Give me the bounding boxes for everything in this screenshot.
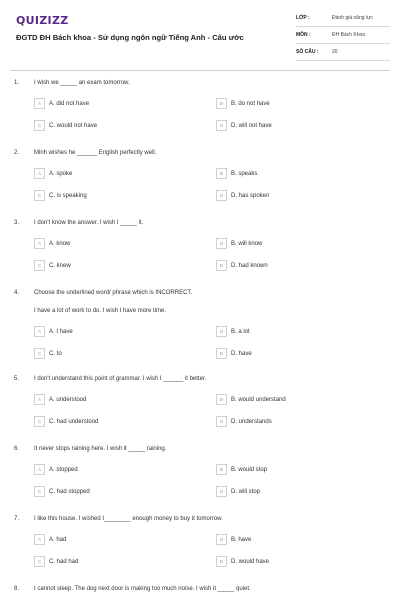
question-text: I cannot sleep. The dog next door is making too much noise. I wish it _____ quiet. [34, 586, 251, 592]
option-key-box: A [34, 464, 45, 475]
meta-row-count [296, 44, 390, 61]
question-text: Minh wishes he ______ English perfectly well. [34, 150, 157, 156]
option-key-box: B [216, 464, 227, 475]
option-key-box: B [216, 326, 227, 337]
option-b[interactable] [216, 168, 257, 179]
quizizz-logo: QUIZIZZ [16, 14, 69, 27]
option-text: B. will know [231, 240, 263, 247]
option-key-box: D [216, 556, 227, 567]
meta-row-subject [296, 27, 390, 44]
option-key-box: B [216, 238, 227, 249]
option-key-box: D [216, 486, 227, 497]
option-key-box: D [216, 348, 227, 359]
option-b[interactable] [216, 326, 250, 337]
option-text: B. a lot [231, 328, 250, 335]
option-key-box: D [216, 190, 227, 201]
option-c[interactable] [34, 260, 71, 271]
option-text: A. spoke [49, 170, 73, 177]
option-text: B. do not have [231, 100, 270, 107]
option-key-box: A [34, 98, 45, 109]
option-a[interactable] [34, 394, 86, 405]
option-text: A. had [49, 536, 67, 543]
header-divider [10, 70, 390, 71]
option-text: C. had had [49, 558, 79, 565]
option-d[interactable] [216, 120, 272, 131]
option-d[interactable] [216, 556, 269, 567]
option-key-box: A [34, 394, 45, 405]
option-text: D. has spoken [231, 192, 270, 199]
option-text: A. did not have [49, 100, 90, 107]
option-key-box: C [34, 416, 45, 427]
option-key-box: B [216, 534, 227, 545]
option-text: A. know [49, 240, 71, 247]
question-text: I wish we _____ an exam tomorrow. [34, 80, 130, 86]
option-a[interactable] [34, 464, 78, 475]
option-c[interactable] [34, 120, 97, 131]
option-text: B. would understand [231, 396, 286, 403]
option-key-box: A [34, 326, 45, 337]
option-key-box: A [34, 534, 45, 545]
option-d[interactable] [216, 260, 268, 271]
option-text: A. I have [49, 328, 73, 335]
option-text: C. would not have [49, 122, 98, 129]
question-text: I like this house. I wished I________ enough money to buy it tomorrow. [34, 516, 223, 522]
option-text: C. to [49, 350, 62, 357]
option-key-box: B [216, 168, 227, 179]
option-text: A. understood [49, 396, 87, 403]
option-c[interactable] [34, 190, 87, 201]
option-text: C. is speaking [49, 192, 87, 199]
option-text: D. have [231, 350, 252, 357]
option-b[interactable] [216, 98, 270, 109]
meta-value: Đánh giá năng lực [332, 15, 373, 21]
meta-row-class [296, 10, 390, 27]
meta-label: LỚP : [296, 15, 310, 21]
question-number: 4. [14, 290, 20, 296]
option-key-box: A [34, 238, 45, 249]
question-number: 6. [14, 446, 20, 452]
option-key-box: C [34, 260, 45, 271]
option-d[interactable] [216, 348, 252, 359]
question-sentence: I have a lot of work to do. I wish I have more time. [34, 308, 167, 314]
option-key-box: D [216, 120, 227, 131]
worksheet-header [0, 0, 400, 70]
option-key-box: D [216, 416, 227, 427]
question-number: 5. [14, 376, 20, 382]
option-text: C. had stopped [49, 488, 90, 495]
question-text: Choose the underlined word/ phrase which is INCORRECT. [34, 290, 193, 296]
option-text: B. have [231, 536, 252, 543]
option-a[interactable] [34, 534, 66, 545]
option-key-box: C [34, 486, 45, 497]
option-key-box: C [34, 556, 45, 567]
question-number: 7. [14, 516, 20, 522]
option-a[interactable] [34, 98, 89, 109]
option-text: D. would have [231, 558, 270, 565]
meta-value: 20 [332, 49, 338, 55]
option-key-box: B [216, 98, 227, 109]
option-text: D. had known [231, 262, 268, 269]
option-key-box: A [34, 168, 45, 179]
option-key-box: C [34, 348, 45, 359]
option-key-box: D [216, 260, 227, 271]
option-text: A. stopped [49, 466, 78, 473]
meta-value: ĐH Bách Khoa [332, 32, 366, 38]
option-c[interactable] [34, 556, 78, 567]
meta-label: SỐ CÂU : [296, 49, 319, 55]
option-text: D. will not have [231, 122, 272, 129]
option-text: B. speaks [231, 170, 258, 177]
quiz-title: ĐGTD ĐH Bách khoa - Sử dụng ngôn ngữ Tiếng Anh - Câu ước [16, 33, 244, 42]
meta-label: MÔN : [296, 32, 311, 38]
option-a[interactable] [34, 168, 72, 179]
option-key-box: C [34, 190, 45, 201]
option-c[interactable] [34, 486, 90, 497]
option-a[interactable] [34, 326, 73, 337]
meta-table [296, 10, 390, 61]
option-b[interactable] [216, 534, 251, 545]
question-number: 2. [14, 150, 20, 156]
option-text: D. understands [231, 418, 272, 425]
option-text: C. had understood [49, 418, 99, 425]
question-text: I don't understand this point of grammar. I wish I ______ it better. [34, 376, 207, 382]
question-number: 1. [14, 80, 20, 86]
option-b[interactable] [216, 394, 286, 405]
option-b[interactable] [216, 238, 262, 249]
question-number: 8. [14, 586, 20, 592]
option-b[interactable] [216, 464, 267, 475]
option-c[interactable] [34, 416, 98, 427]
question-number: 3. [14, 220, 20, 226]
option-d[interactable] [216, 486, 260, 497]
question-text: It never stops raining here. I wish it _____ raining. [34, 446, 167, 452]
option-c[interactable] [34, 348, 62, 359]
option-key-box: C [34, 120, 45, 131]
option-text: C. knew [49, 262, 71, 269]
option-d[interactable] [216, 190, 269, 201]
question-text: I don't know the answer. I wish I _____ it. [34, 220, 144, 226]
option-text: B. would stop [231, 466, 268, 473]
option-text: D. will stop [231, 488, 261, 495]
option-d[interactable] [216, 416, 272, 427]
option-a[interactable] [34, 238, 70, 249]
option-key-box: B [216, 394, 227, 405]
